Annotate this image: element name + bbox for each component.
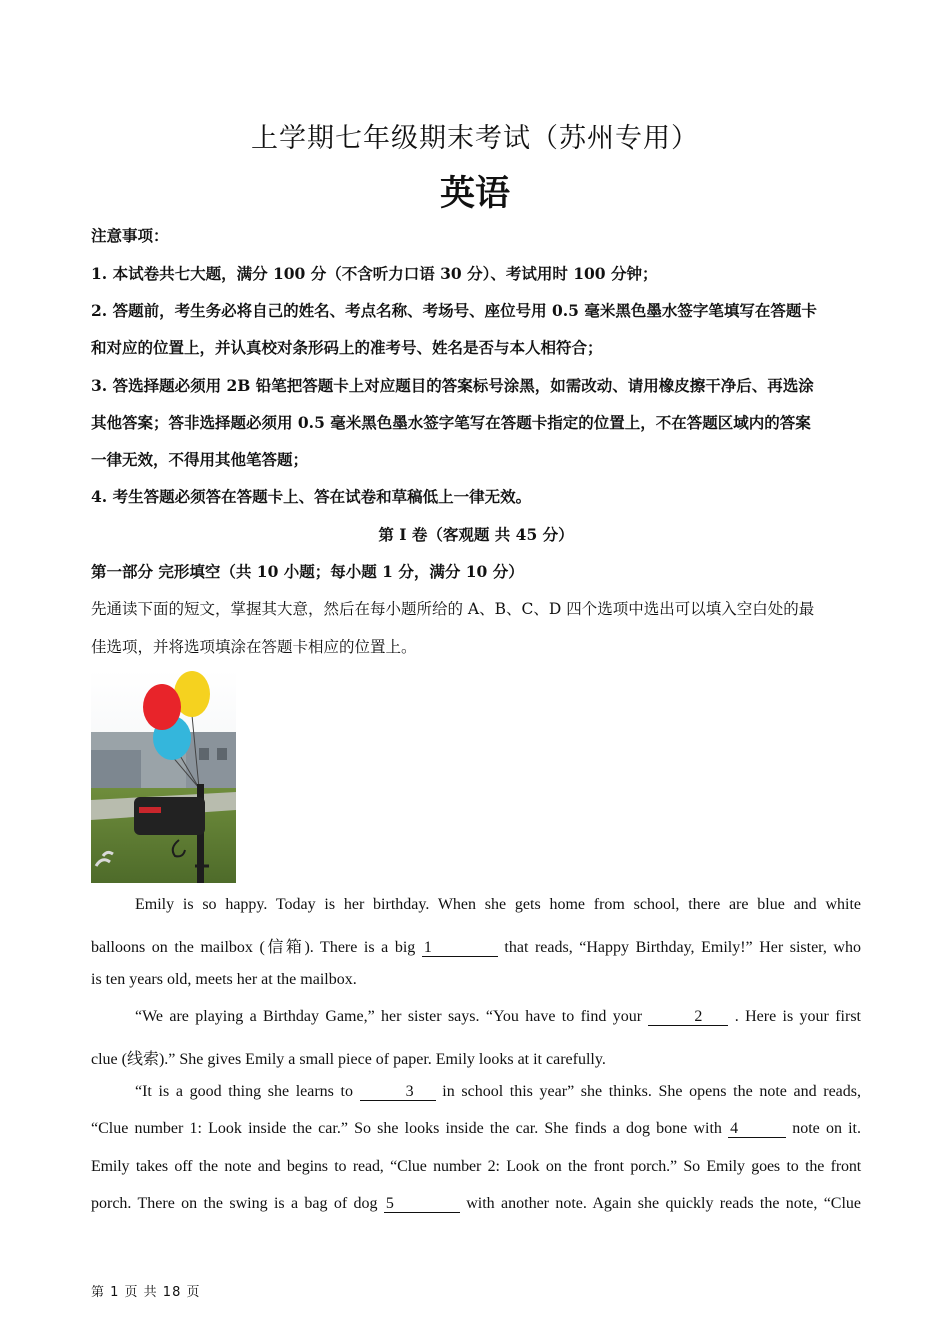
notice-line-2: 2. 答题前，考生务必将自己的姓名、考点名称、考场号、座位号用 0.5 毫米黑色墨水签字笔填写在答题卡 (91, 301, 817, 320)
passage-line-2 (91, 934, 861, 957)
notice-line-6: 一律无效，不得用其他笔答题； (91, 450, 309, 469)
notice-line-1: 1. 本试卷共七大题，满分 100 分（不含听力口语 30 分）、考试用时 100 分钟； (91, 264, 658, 283)
passage-line-9 (91, 1195, 861, 1213)
passage-text: note on it. (792, 1120, 862, 1137)
passage-line-3: is ten years old, meets her at the mailbox. (91, 971, 357, 988)
balloons-mailbox-image (91, 670, 236, 883)
blank-3: 3 (360, 1084, 436, 1101)
passage-line-6 (91, 1083, 861, 1101)
passage-text: . Here is your first (734, 1008, 862, 1025)
notice-line-7: 4. 考生答题必须答在答题卡上、答在试卷和草稿低上一律无效。 (91, 487, 532, 506)
passage-text: balloons on the mailbox (信箱). There is a big (91, 939, 422, 956)
passage-text: “We are playing a Birthday Game,” her sister says. “You have to find your (135, 1008, 649, 1025)
exam-title: 上学期七年级期末考试（苏州专用） (251, 123, 699, 154)
passage-line-4 (91, 1008, 861, 1026)
blank-5: 5 (384, 1196, 460, 1213)
passage-line-5: clue (线索).” She gives Emily a small piece of paper. Emily looks at it carefully. (91, 1051, 606, 1068)
passage-text: in school this year” she thinks. She opens the note and reads, (442, 1083, 862, 1100)
blank-4: 4 (728, 1121, 786, 1138)
passage-line-8: Emily takes off the note and begins to read, “Clue number 2: Look on the front porch.” So Emily goes to the front (91, 1158, 861, 1175)
part-heading: 第一部分 完形填空（共 10 小题；每小题 1 分，满分 10 分） (91, 562, 524, 581)
passage-text: “It is a good thing she learns to (135, 1083, 360, 1100)
notice-line-5: 其他答案；答非选择题必须用 0.5 毫米黑色墨水签字笔写在答题卡指定的位置上，不在答题区域内的答案 (91, 413, 811, 432)
passage-text: that reads, “Happy Birthday, Emily!” Her sister, who (504, 939, 861, 956)
passage-line-7 (91, 1120, 861, 1138)
volume-heading: 第 I 卷（客观题 共 45 分） (378, 525, 574, 544)
page-number: 第 1 页 共 18 页 (91, 1285, 201, 1300)
passage-line-1: Emily is so happy. Today is her birthday. When she gets home from school, there are blue and white (135, 896, 861, 913)
notice-line-3: 和对应的位置上，并认真校对条形码上的准考号、姓名是否与本人相符合； (91, 338, 603, 357)
passage-text: “Clue number 1: Look inside the car.” So she looks inside the car. She finds a dog bone with (91, 1120, 729, 1137)
passage-text: with another note. Again she quickly reads the note, “Clue (466, 1195, 862, 1212)
passage-text: porch. There on the swing is a bag of dog (91, 1195, 384, 1212)
notice-heading: 注意事项： (91, 226, 169, 245)
instruction-line-2: 佳选项，并将选项填涂在答题卡相应的位置上。 (91, 638, 417, 656)
notice-line-4: 3. 答选择题必须用 2B 铅笔把答题卡上对应题目的答案标号涂黑，如需改动、请用橡皮擦干净后、再选涂 (91, 376, 814, 395)
subject-title: 英语 (439, 173, 510, 214)
blank-1: 1 (422, 940, 498, 957)
blank-2: 2 (648, 1009, 728, 1026)
instruction-line-1: 先通读下面的短文，掌握其大意，然后在每小题所给的 A、B、C、D 四个选项中选出可以填入空白处的最 (91, 600, 815, 618)
